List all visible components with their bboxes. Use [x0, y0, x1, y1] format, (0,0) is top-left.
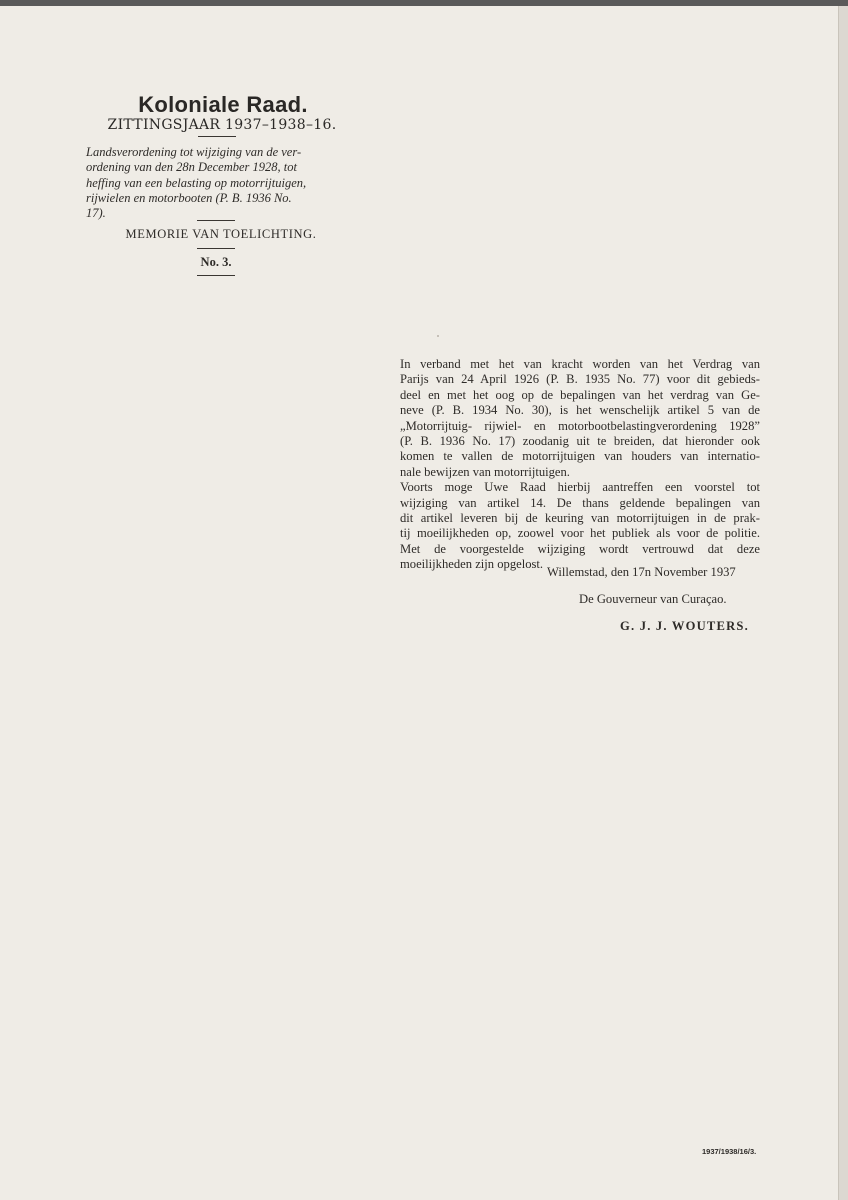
text-line: neve (P. B. 1934 No. 30), is het wenschelijk artikel 5 van de — [400, 403, 760, 418]
divider — [197, 275, 235, 276]
text-line: nale bewijzen van motorrijtuigen. — [400, 464, 570, 479]
text-line: Parijs van 24 April 1926 (P. B. 1935 No. 77) voor dit gebieds- — [400, 372, 760, 387]
governor-role: De Gouverneur van Curaçao. — [579, 592, 727, 606]
text-line: Voorts moge Uwe Raad hierbij aantreffen een voorstel tot — [400, 480, 760, 495]
document-type: MEMORIE VAN TOELICHTING. — [125, 227, 317, 241]
text-line: tij moeilijkheden op, zoowel voor het publiek als voor de politie. — [400, 526, 760, 541]
text-line: Met de voorgestelde wijziging wordt vertrouwd dat deze — [400, 541, 760, 556]
text-line: komen te vallen de motorrijtuigen van houders van internatio- — [400, 449, 760, 464]
text-line: „Motorrijtuig- rijwiel- en motorbootbelastingverordening 1928” — [400, 418, 760, 433]
document-number: No. 3. — [200, 255, 232, 269]
divider — [197, 248, 235, 249]
text-line: moeilijkheden zijn opgelost. — [400, 557, 544, 572]
council-title: Koloniale Raad. — [138, 92, 308, 117]
subject-line: 17). — [86, 206, 106, 221]
signature: G. J. J. WOUTERS. — [620, 619, 749, 633]
text-line: (P. B. 1936 No. 17) zoodanig uit te breiden, dat hieronder ook — [400, 434, 760, 449]
subject-line: rijwielen en motorbooten (P. B. 1936 No. — [86, 190, 292, 205]
paper-speck — [437, 335, 439, 337]
explanatory-text — [400, 357, 760, 573]
subject-line: heffing van een belasting op motorrijtuigen, — [86, 175, 307, 190]
divider — [198, 136, 236, 137]
text-line: wijziging van artikel 14. De thans geldende bepalingen van — [400, 495, 760, 510]
place-date: Willemstad, den 17n November 1937 — [547, 565, 736, 579]
subject-description — [86, 145, 351, 221]
document-page — [0, 6, 838, 1200]
text-line: In verband met het van kracht worden van het Verdrag van — [400, 357, 760, 371]
subject-line: ordening van den 28n December 1928, tot — [86, 160, 297, 175]
subject-line: Landsverordening tot wijziging van de ver- — [86, 145, 302, 159]
text-line: deel en met het oog op de bepalingen van het verdrag van Ge- — [400, 387, 760, 402]
text-line: dit artikel leveren bij de keuring van motorrijtuigen in de prak- — [400, 511, 760, 526]
archive-code: 1937/1938/16/3. — [702, 1147, 757, 1156]
divider — [197, 220, 235, 221]
page-edge — [838, 6, 848, 1200]
session-year: ZITTINGSJAAR 1937–1938–16. — [107, 117, 337, 133]
